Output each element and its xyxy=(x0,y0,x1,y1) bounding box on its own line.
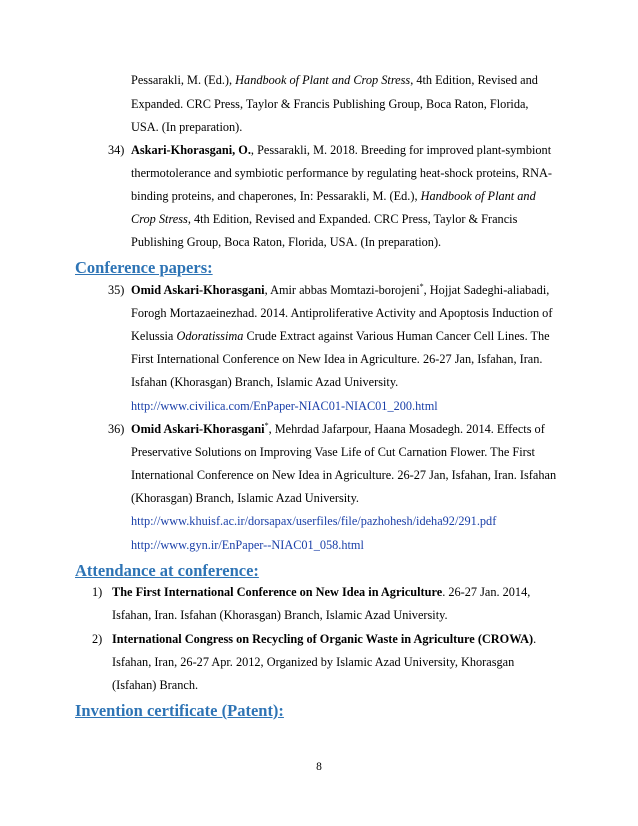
ref34-line-2: thermotolerance and symbiotic performance by regulating heat-shock proteins, RNA- xyxy=(131,166,553,180)
ref34-line-3: binding proteins, and chaperones, In: Pessarakli, M. (Ed.), Handbook of Plant and xyxy=(131,189,536,203)
ref35-line-2: Forogh Mortazaeinezhad. 2014. Antiproliferative Activity and Apoptosis Induction of xyxy=(131,306,553,320)
ref33-line-1: Pessarakli, M. (Ed.), Handbook of Plant and Crop Stress, 4th Edition, Revised and xyxy=(131,73,538,87)
ref36-number: 36) xyxy=(108,422,125,436)
ref36-line-2: Preservative Solutions on Improving Vase Life of Cut Carnation Flower. The First xyxy=(131,445,535,459)
ref36-line-1: Omid Askari-Khorasgani*, Mehrdad Jafarpour, Haana Mosadegh. 2014. Effects of xyxy=(131,420,545,436)
attendance-1-number: 1) xyxy=(92,585,103,599)
ref36-line-4: (Khorasgan) Branch, Islamic Azad University. xyxy=(131,491,359,505)
attendance-2-line-3: (Isfahan) Branch. xyxy=(112,678,199,692)
ref35-line-3: Kelussia Odoratissima Crude Extract against Various Human Cancer Cell Lines. The xyxy=(131,329,550,343)
ref33-line-3: USA. (In preparation). xyxy=(131,120,243,134)
ref35-line-1: Omid Askari-Khorasgani, Amir abbas Momtazi-borojeni*, Hojjat Sadeghi-aliabadi, xyxy=(131,281,550,297)
attendance-2-line-2: Isfahan, Iran, 26-27 Apr. 2012, Organized by Islamic Azad University, Khorasgan xyxy=(112,655,515,669)
ref33-line-2: Expanded. CRC Press, Taylor & Francis Publishing Group, Boca Raton, Florida, xyxy=(131,97,529,111)
attendance-heading: Attendance at conference: xyxy=(75,561,259,580)
ref35-number: 35) xyxy=(108,283,125,297)
invention-heading: Invention certificate (Patent): xyxy=(75,701,284,720)
ref34-line-5: Publishing Group, Boca Raton, Florida, USA. (In preparation). xyxy=(131,235,442,249)
ref35-line-4: First International Conference on New Idea in Agriculture. 26-27 Jan, Isfahan, Iran. xyxy=(131,352,543,366)
page-number: 8 xyxy=(316,761,322,773)
ref34-line-1: Askari-Khorasgani, O., Pessarakli, M. 2018. Breeding for improved plant-symbiont xyxy=(131,143,552,157)
ref35-link[interactable]: http://www.civilica.com/EnPaper-NIAC01-NIAC01_200.html xyxy=(131,399,438,413)
ref36-link-2[interactable]: http://www.gyn.ir/EnPaper--NIAC01_058.html xyxy=(131,538,364,552)
ref36-link-1[interactable]: http://www.khuisf.ac.ir/dorsapax/userfiles/file/pazhohesh/ideha92/291.pdf xyxy=(131,514,497,528)
ref36-line-3: International Conference on New Idea in Agriculture. 26-27 Jan, Isfahan, Iran. Isfahan xyxy=(131,468,557,482)
attendance-2-line-1: International Congress on Recycling of Organic Waste in Agriculture (CROWA). xyxy=(112,632,537,646)
conference-papers-heading: Conference papers: xyxy=(75,258,213,277)
attendance-2-number: 2) xyxy=(92,632,103,646)
attendance-1-line-2: Isfahan, Iran. Isfahan (Khorasgan) Branch, Islamic Azad University. xyxy=(112,608,448,622)
attendance-1-line-1: The First International Conference on New Idea in Agriculture. 26-27 Jan. 2014, xyxy=(112,585,531,599)
ref35-line-5: Isfahan (Khorasgan) Branch, Islamic Azad University. xyxy=(131,375,399,389)
ref34-number: 34) xyxy=(108,143,125,157)
ref34-line-4: Crop Stress, 4th Edition, Revised and Expanded. CRC Press, Taylor & Francis xyxy=(131,212,518,226)
